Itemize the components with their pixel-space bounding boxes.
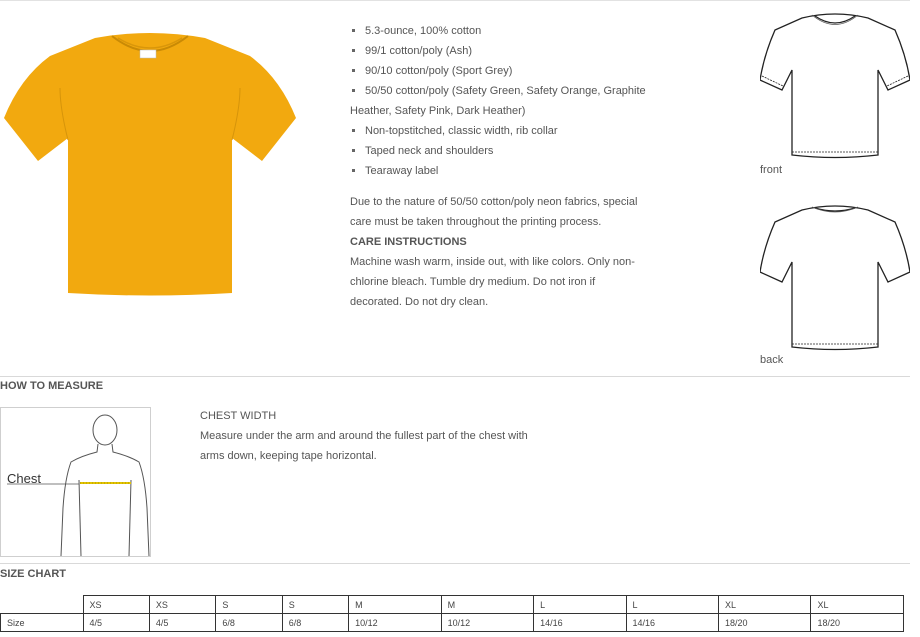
table-corner xyxy=(1,596,84,614)
table-row xyxy=(1,614,904,632)
product-photo xyxy=(0,28,300,303)
product-description xyxy=(350,192,650,312)
table-cell: 18/20 xyxy=(811,614,904,632)
chest-label: Chest xyxy=(7,471,41,486)
table-header: S xyxy=(216,596,282,614)
care-instructions-text: Machine wash warm, inside out, with like colors. Only non-chlorine bleach. Tumble dry medium. Do not iron if decorated. Do not dry clean. xyxy=(350,256,635,308)
table-cell: 14/16 xyxy=(534,614,626,632)
feature-list xyxy=(350,21,660,181)
front-flat-sketch xyxy=(760,10,910,165)
feature-item: Taped neck and shoulders xyxy=(350,141,660,161)
feature-item: 90/10 cotton/poly (Sport Grey) xyxy=(350,61,660,81)
table-header: S xyxy=(282,596,348,614)
back-label: back xyxy=(760,354,784,366)
table-cell: 10/12 xyxy=(441,614,533,632)
feature-item: Non-topstitched, classic width, rib collar xyxy=(350,121,660,141)
table-cell: 14/16 xyxy=(626,614,718,632)
how-to-measure-title: HOW TO MEASURE xyxy=(0,380,104,392)
feature-item: 50/50 cotton/poly (Safety Green, Safety Orange, Graphite Heather, Safety Pink, Dark Heather) xyxy=(350,81,660,121)
table-header: XL xyxy=(719,596,811,614)
table-cell: 4/5 xyxy=(149,614,215,632)
table-cell: 4/5 xyxy=(83,614,149,632)
back-flat-sketch xyxy=(760,200,910,355)
table-header: L xyxy=(626,596,718,614)
table-cell: 18/20 xyxy=(719,614,811,632)
table-cell: 6/8 xyxy=(282,614,348,632)
care-instructions-title: CARE INSTRUCTIONS xyxy=(350,236,467,248)
table-header: L xyxy=(534,596,626,614)
neck-tag xyxy=(140,50,156,58)
shirt-body xyxy=(4,33,296,296)
feature-item: Tearaway label xyxy=(350,161,660,181)
row-label: Size xyxy=(1,614,84,632)
size-chart-title: SIZE CHART xyxy=(0,568,66,580)
table-cell: 6/8 xyxy=(216,614,282,632)
top-divider xyxy=(0,0,910,1)
table-header: XS xyxy=(149,596,215,614)
table-header: XL xyxy=(811,596,904,614)
feature-item: 5.3-ounce, 100% cotton xyxy=(350,21,660,41)
section-divider xyxy=(0,563,910,564)
table-header-row xyxy=(1,596,904,614)
measure-instructions xyxy=(200,406,530,466)
size-chart-table xyxy=(0,595,904,632)
front-label: front xyxy=(760,164,783,176)
feature-item: 99/1 cotton/poly (Ash) xyxy=(350,41,660,61)
chest-width-text: Measure under the arm and around the fullest part of the chest with arms down, keeping tape horizontal. xyxy=(200,430,528,462)
section-divider xyxy=(0,376,910,377)
neon-note: Due to the nature of 50/50 cotton/poly neon fabrics, special care must be taken throughout the printing process. xyxy=(350,196,638,228)
table-cell: 10/12 xyxy=(349,614,441,632)
table-header: M xyxy=(349,596,441,614)
table-header: M xyxy=(441,596,533,614)
table-header: XS xyxy=(83,596,149,614)
measure-diagram xyxy=(0,407,151,557)
chest-width-title: CHEST WIDTH xyxy=(200,410,277,422)
